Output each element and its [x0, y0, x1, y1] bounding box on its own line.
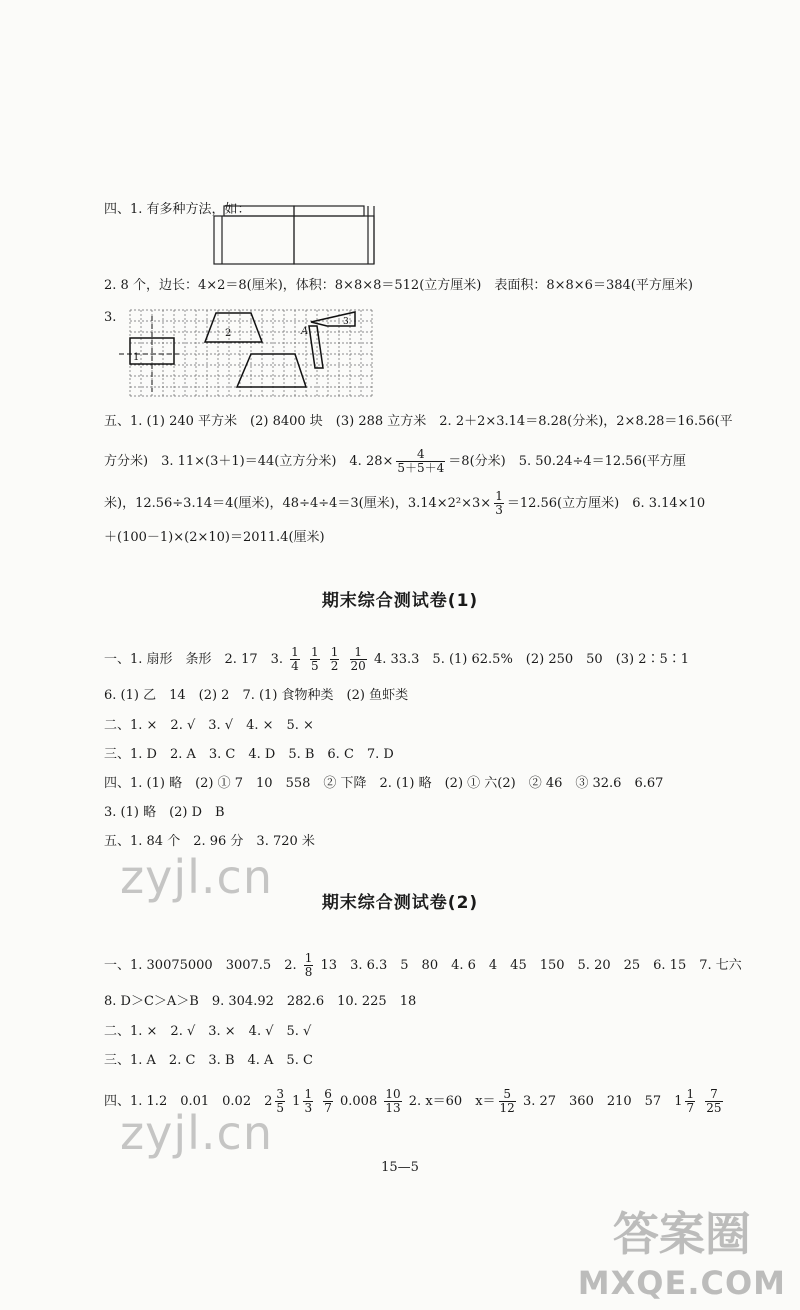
sec4-q2: 2. 8 个，边长：4×2＝8(厘米)，体积：8×8×8＝512(立方厘米) 表面积：8×8×6＝384(平方厘米) — [104, 278, 693, 293]
sec5-line3-b: ＝12.56(立方厘米) 6. 3.14×10 — [506, 496, 706, 511]
test1-line1-a: 一、1. 扇形 条形 2. 17 3. — [104, 652, 284, 667]
fraction: $\frac{1}{3}$ — [495, 489, 503, 517]
fraction: $\frac{5}{12}$ — [499, 1087, 515, 1115]
sec5-line3 — [104, 488, 705, 520]
page-number: 15—5 — [381, 1160, 419, 1175]
test1-line1-b: 4. 33.3 5. (1) 62.5% (2) 250 50 (3) 2∶5∶1 — [373, 652, 690, 667]
fraction: $\frac{6}{7}$ — [324, 1087, 332, 1115]
sec4-q3-label: 3. — [104, 310, 117, 325]
sec5-line4: ＋(100－1)×(2×10)＝2011.4(厘米) — [104, 530, 325, 545]
watermark-site-2: zyjl.cn — [120, 1106, 273, 1160]
test2-line5-a: 四、1. 1.2 0.01 0.02 2 — [104, 1094, 273, 1109]
cube-net-figure — [212, 204, 382, 266]
fraction: $\frac{1}{5}$ — [310, 645, 319, 673]
test2-line5-c: 3. 27 360 210 57 1 — [522, 1094, 683, 1109]
test2-line5-mid2: 0.008 — [340, 1094, 378, 1109]
test1-line2: 6. (1) 乙 14 (2) 2 7. (1) 食物种类 (2) 鱼虾类 — [104, 688, 409, 703]
test2-line2: 8. D＞C＞A＞B 9. 304.92 282.6 10. 225 18 — [104, 994, 417, 1009]
fraction: $\frac{10}{13}$ — [385, 1087, 401, 1115]
fraction: $\frac{3}{5}$ — [276, 1087, 285, 1115]
fraction: $\frac{1}{2}$ — [330, 645, 339, 673]
grid-label-a: A — [301, 326, 309, 337]
grid-label-1: 1 — [133, 352, 140, 363]
test1-line4: 三、1. D 2. A 3. C 4. D 5. B 6. C 7. D — [104, 747, 394, 762]
grid-figure — [115, 308, 375, 398]
test1-title: 期末综合测试卷(1) — [321, 591, 479, 611]
sec5-line2-a: 方分米) 3. 11×(3＋1)＝44(立方分米) 4. 28× — [104, 454, 394, 469]
fraction: $\frac{1}{8}$ — [304, 951, 313, 979]
test2-line1-a: 一、1. 30075000 3007.5 2. — [104, 958, 297, 973]
grid-label-3: 3 — [343, 317, 349, 327]
test2-title: 期末综合测试卷(2) — [321, 893, 479, 913]
test2-line5-mid1: 1 — [292, 1094, 301, 1109]
sec5-line1: 五、1. (1) 240 平方米 (2) 8400 块 (3) 288 立方米 2. 2＋2×3.14＝8.28(分米)，2×8.28＝16.56(平 — [104, 414, 733, 429]
sec4-q1: 四、1. 有多种方法，如： — [104, 202, 251, 217]
test1-line6: 3. (1) 略 (2) D B — [104, 805, 225, 820]
fraction: $\frac{1}{7}$ — [686, 1087, 695, 1115]
sec5-line2-b: ＝8(分米) 5. 50.24÷4＝12.56(平方厘 — [448, 454, 686, 469]
test2-line4: 三、1. A 2. C 3. B 4. A 5. C — [104, 1053, 313, 1068]
sec5-line3-a: 米)，12.56÷3.14＝4(厘米)，48÷4÷4＝3(厘米)，3.14×2²×3× — [104, 496, 492, 511]
test1-line3: 二、1. × 2. √ 3. √ 4. × 5. × — [104, 718, 314, 733]
fraction: $\frac{1}{4}$ — [291, 645, 299, 673]
fraction: $\frac{4}{5+5+4}$ — [397, 447, 445, 475]
sec5-line2 — [104, 446, 686, 478]
watermark-corner-en: MXQE.COM — [577, 1264, 786, 1302]
test1-line7: 五、1. 84 个 2. 96 分 3. 720 米 — [104, 834, 315, 849]
fraction: $\frac{1}{20}$ — [350, 645, 366, 673]
test2-line5-b: 2. x＝60 x＝ — [408, 1094, 496, 1109]
test1-line5: 四、1. (1) 略 (2) ① 7 10 558 ② 下降 2. (1) 略 (2) ① 六(2) ② 46 ③ 32.6 6.67 — [104, 776, 664, 791]
watermark-site: zyjl.cn — [120, 850, 273, 904]
watermark-corner — [578, 1198, 786, 1302]
grid-label-2: 2 — [225, 328, 232, 339]
test2-line1-b: 13 3. 6.3 5 80 4. 6 4 45 150 5. 20 25 6. 15 7. 七六 — [320, 958, 742, 973]
fraction: $\frac{7}{25}$ — [706, 1087, 722, 1115]
watermark-corner-zh: 答案圈 — [612, 1207, 751, 1261]
test1-line1 — [104, 644, 689, 676]
test2-line1 — [104, 950, 742, 982]
test2-line3: 二、1. × 2. √ 3. × 4. √ 5. √ — [104, 1024, 312, 1039]
fraction: $\frac{1}{3}$ — [304, 1087, 313, 1115]
